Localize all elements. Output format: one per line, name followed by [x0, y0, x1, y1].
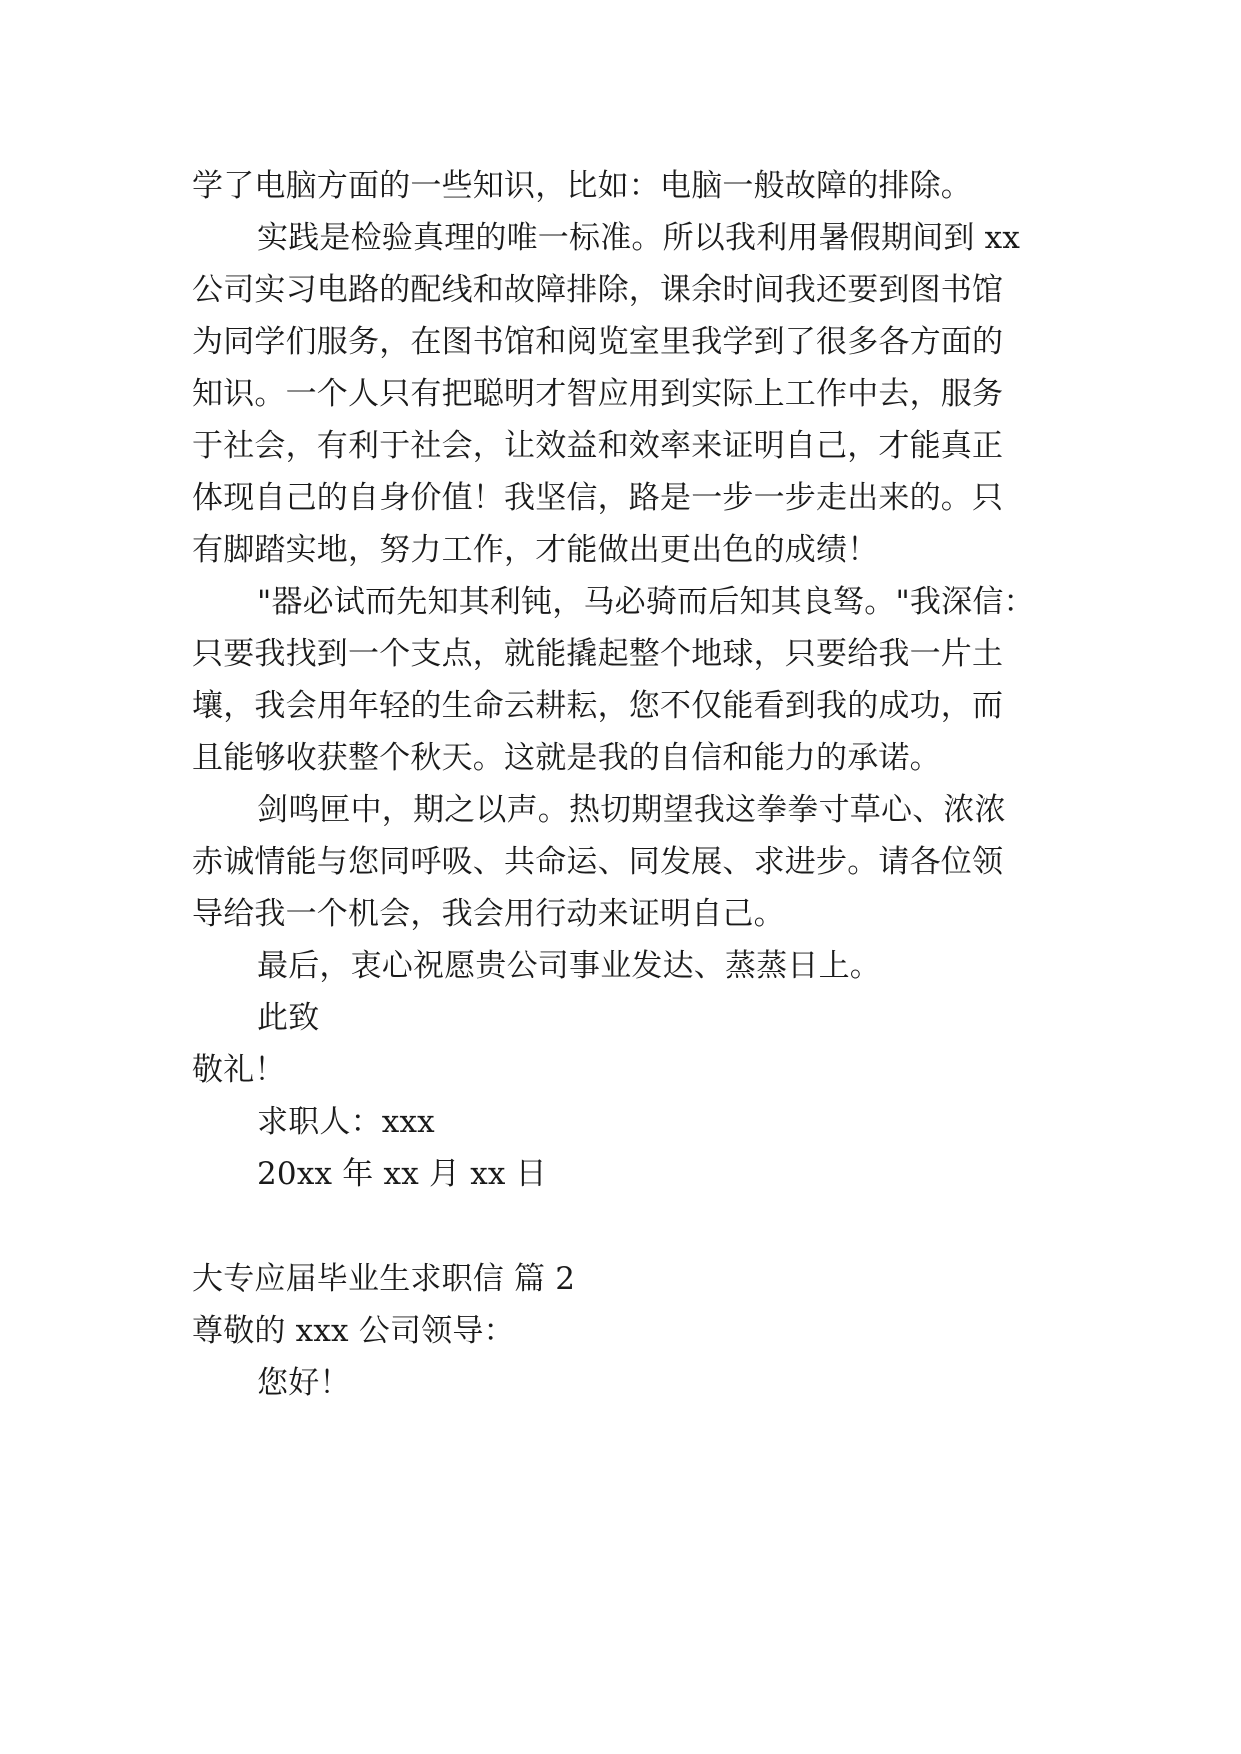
- text-line: 知识。一个人只有把聪明才智应用到实际上工作中去，服务: [192, 376, 1004, 412]
- text-line: 赤诚情能与您同呼吸、共命运、同发展、求进步。请各位领: [192, 844, 1004, 880]
- text-line: 只要我找到一个支点，就能撬起整个地球，只要给我一片土: [192, 636, 1004, 672]
- text-line: 最后，衷心祝愿贵公司事业发达、蒸蒸日上。: [257, 948, 881, 984]
- text-line: 为同学们服务，在图书馆和阅览室里我学到了很多各方面的: [192, 324, 1004, 360]
- text-line: 剑鸣匣中，期之以声。热切期望我这拳拳寸草心、浓浓: [257, 792, 1006, 828]
- text-line: 敬礼！: [192, 1052, 286, 1088]
- section-heading: 大专应届毕业生求职信 篇 2: [192, 1261, 576, 1297]
- text-line: 于社会，有利于社会，让效益和效率来证明自己，才能真正: [192, 428, 1004, 464]
- text-line: 壤，我会用年轻的生命云耕耘，您不仅能看到我的成功，而: [192, 688, 1004, 724]
- text-line: "器必试而先知其利钝，马必骑而后知其良驽。"我深信：: [257, 584, 1035, 620]
- text-line: 尊敬的 xxx 公司领导：: [192, 1313, 515, 1349]
- text-line: 学了电脑方面的一些知识，比如：电脑一般故障的排除。: [192, 168, 972, 204]
- text-line: 此致: [257, 1000, 320, 1036]
- text-line: 有脚踏实地，努力工作，才能做出更出色的成绩！: [192, 532, 879, 568]
- text-line: 公司实习电路的配线和故障排除，课余时间我还要到图书馆: [192, 272, 1004, 308]
- text-line: 求职人：xxx: [257, 1104, 435, 1140]
- text-line: 且能够收获整个秋天。这就是我的自信和能力的承诺。: [192, 740, 941, 776]
- text-line: 导给我一个机会，我会用行动来证明自己。: [192, 896, 785, 932]
- text-line: 您好！: [257, 1365, 351, 1401]
- text-line: 实践是检验真理的唯一标准。所以我利用暑假期间到 xx: [257, 220, 1021, 256]
- text-line: 体现自己的自身价值！我坚信，路是一步一步走出来的。只: [192, 480, 1004, 516]
- text-line: 20xx 年 xx 月 xx 日: [257, 1156, 547, 1192]
